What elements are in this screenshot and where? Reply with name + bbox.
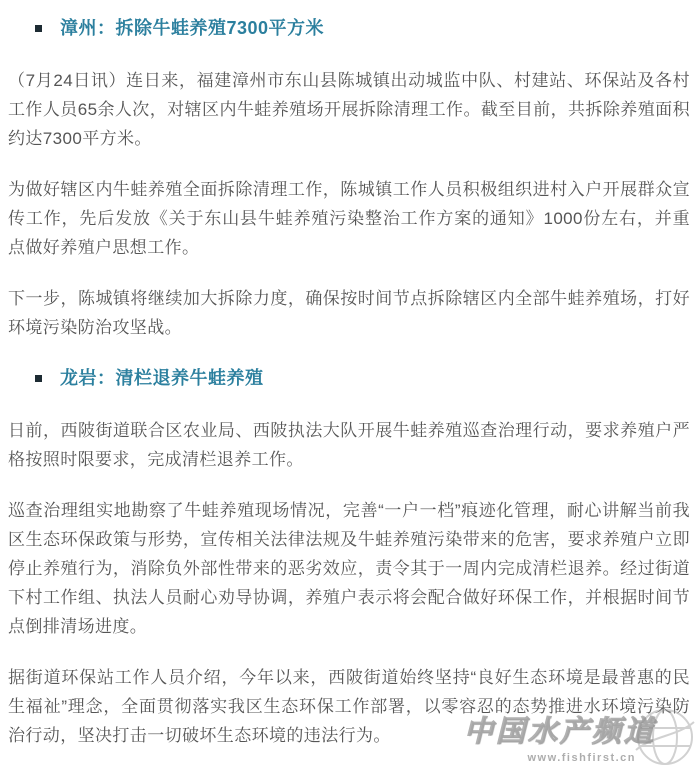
paragraph: 据街道环保站工作人员介绍，今年以来，西陂街道始终坚持“良好生态环境是最普惠的民生福祉”理念，全面贯彻落实我区生态环保工作部署，以零容忍的态势推进水环境污染防治行动，坚决打击一切破坏生态环境的违法行为。	[8, 668, 690, 745]
paragraph: （7月24日讯）连日来，福建漳州市东山县陈城镇出动城监中队、村建站、环保站及各村工作人员65余人次，对辖区内牛蛙养殖场开展拆除清理工作。截至目前，共拆除养殖面积约达7300平方米。	[8, 71, 690, 148]
section-heading-text: 龙岩：清栏退养牛蛙养殖	[60, 368, 264, 388]
section-heading-text: 漳州：拆除牛蛙养殖7300平方米	[60, 18, 325, 38]
bullet-square-icon	[35, 25, 42, 32]
section-heading-longyan	[35, 366, 680, 390]
article-body	[0, 16, 700, 750]
section-heading-zhangzhou	[35, 16, 680, 40]
paragraph: 为做好辖区内牛蛙养殖全面拆除清理工作，陈城镇工作人员积极组织进村入户开展群众宣传工作，先后发放《关于东山县牛蛙养殖污染整治工作方案的通知》1000份左右，并重点做好养殖户思想工作。	[8, 180, 690, 257]
bullet-square-icon	[35, 375, 42, 382]
paragraph: 巡查治理组实地勘察了牛蛙养殖现场情况，完善“一户一档”痕迹化管理，耐心讲解当前我区生态环保政策与形势，宣传相关法律法规及牛蛙养殖污染带来的危害，要求养殖户立即停止养殖行为，消除负外部性带来的恶劣效应，责令其于一周内完成清栏退养。经过街道下村工作组、执法人员耐心劝导协调，养殖户表示将会配合做好环保工作，并根据时间节点倒排清场进度。	[8, 501, 690, 636]
watermark-site-name: 中国水产频道	[463, 716, 656, 748]
watermark-site-url: www.fishfirst.cn	[527, 752, 636, 764]
paragraph: 日前，西陂街道联合区农业局、西陂执法大队开展牛蛙养殖巡查治理行动，要求养殖户严格按照时限要求，完成清栏退养工作。	[8, 421, 690, 469]
paragraph: 下一步，陈城镇将继续加大拆除力度，确保按时间节点拆除辖区内全部牛蛙养殖场，打好环境污染防治攻坚战。	[8, 289, 690, 337]
